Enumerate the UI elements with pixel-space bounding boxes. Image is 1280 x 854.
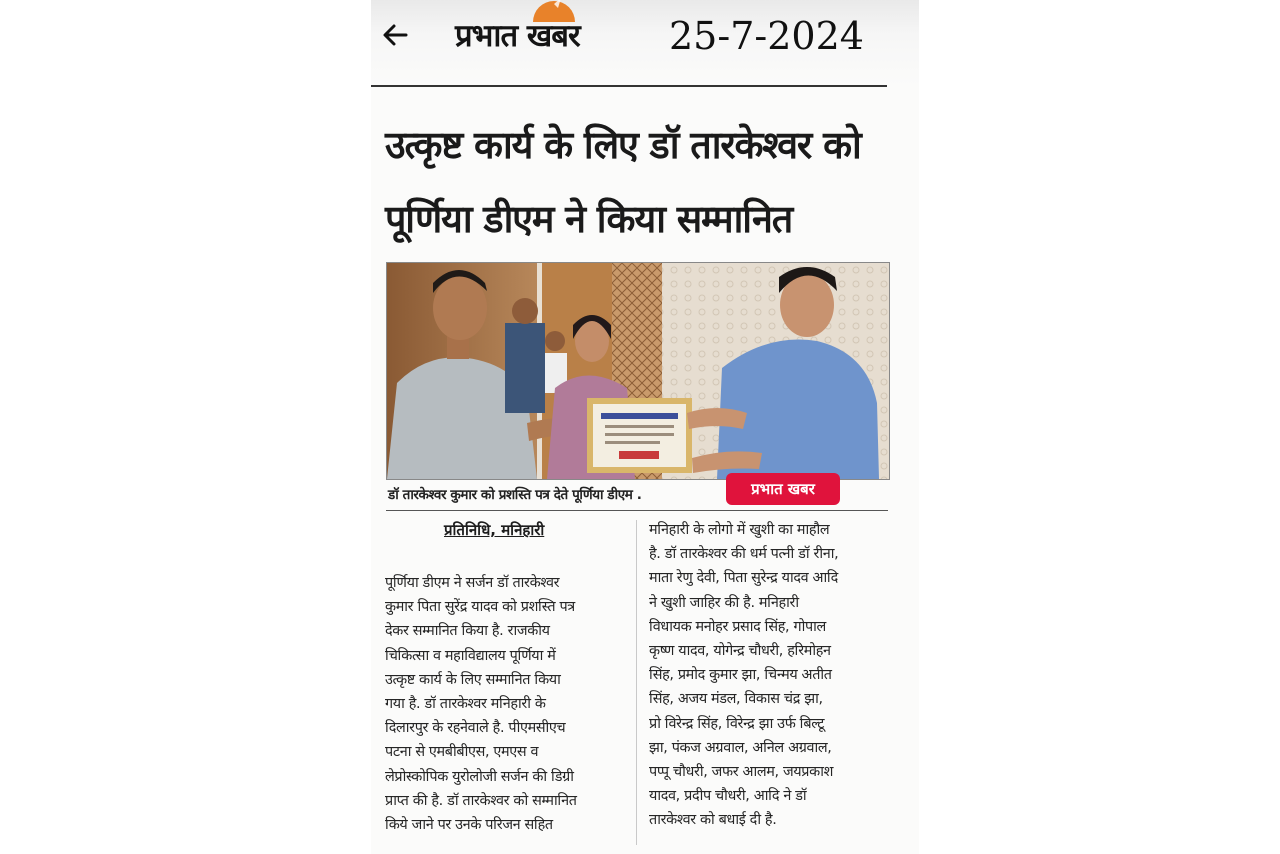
arrow-left-icon <box>380 20 410 50</box>
body-line: विधायक मनोहर प्रसाद सिंह, गोपाल <box>649 618 826 635</box>
body-line: तारकेश्वर को बधाई दी है. <box>649 812 777 829</box>
award-ceremony-image <box>387 263 889 479</box>
body-line: कुमार पिता सुरेंद्र यादव को प्रशस्ति पत्र <box>385 599 575 616</box>
header-rule <box>371 85 887 87</box>
back-arrow-icon[interactable] <box>377 20 413 56</box>
body-line: सिंह, अजय मंडल, विकास चंद्र झा, <box>649 691 823 708</box>
body-line: चिकित्सा व महाविद्यालय पूर्णिया में <box>385 647 556 664</box>
body-line: माता रेणु देवी, पिता सुरेन्द्र यादव आदि <box>649 570 838 587</box>
body-line: है. डॉ तारकेश्वर की धर्म पत्नी डॉ रीना, <box>649 546 839 563</box>
headline-line-1: उत्कृष्ट कार्य के लिए डॉ तारकेश्वर को <box>385 123 861 167</box>
body-line: उत्कृष्ट कार्य के लिए सम्मानित किया <box>385 671 561 688</box>
body-line: दिलारपुर के रहनेवाले है. पीएमसीएच <box>385 720 566 737</box>
photo-caption-row <box>386 478 888 511</box>
masthead: प्रभात खबर <box>455 18 580 54</box>
body-line: मनिहारी के लोगो में खुशी का माहौल <box>649 522 830 538</box>
news-photo <box>386 262 890 480</box>
body-line: किये जाने पर उनके परिजन सहित <box>385 817 553 834</box>
body-line: कृष्ण यादव, योगेन्द्र चौधरी, हरिमोहन <box>649 643 831 660</box>
column-divider <box>636 520 637 845</box>
body-line: सिंह, प्रमोद कुमार झा, चिन्मय अतीत <box>649 667 832 684</box>
body-line: पटना से एमबीबीएस, एमएस व <box>385 744 539 761</box>
article-column-2 <box>649 518 889 833</box>
top-bar <box>371 0 919 86</box>
body-line: झा, पंकज अग्रवाल, अनिल अग्रवाल, <box>649 739 832 756</box>
photo-caption: डॉ तारकेश्वर कुमार को प्रशस्ति पत्र देते पूर्णिया डीएम . <box>388 487 642 503</box>
byline: प्रतिनिधि, मनिहारी <box>444 521 545 539</box>
headline-line-2: पूर्णिया डीएम ने किया सम्मानित <box>385 197 793 241</box>
body-line: देकर सम्मानित किया है. राजकीय <box>385 623 550 640</box>
article-column-1 <box>385 571 625 837</box>
body-line: लेप्रोस्कोपिक युरोलोजी सर्जन की डिग्री <box>385 768 574 785</box>
body-line: पूर्णिया डीएम ने सर्जन डॉ तारकेश्वर <box>385 575 560 591</box>
body-line: प्रो विरेन्द्र सिंह, विरेन्द्र झा उर्फ बिल्टू <box>649 715 825 732</box>
source-badge: प्रभात खबर <box>726 473 840 505</box>
publication-date: 25-7-2024 <box>669 14 864 58</box>
body-line: यादव, प्रदीप चौधरी, आदि ने डॉ <box>649 788 807 805</box>
body-line: ने खुशी जाहिर की है. मनिहारी <box>649 594 799 611</box>
body-line: प्राप्त की है. डॉ तारकेश्वर को सम्मानित <box>385 792 577 809</box>
newspaper-clipping <box>371 0 919 854</box>
body-line: पप्पू चौधरी, जफर आलम, जयप्रकाश <box>649 764 834 781</box>
body-line: गया है. डॉ तारकेश्वर मनिहारी के <box>385 696 546 713</box>
